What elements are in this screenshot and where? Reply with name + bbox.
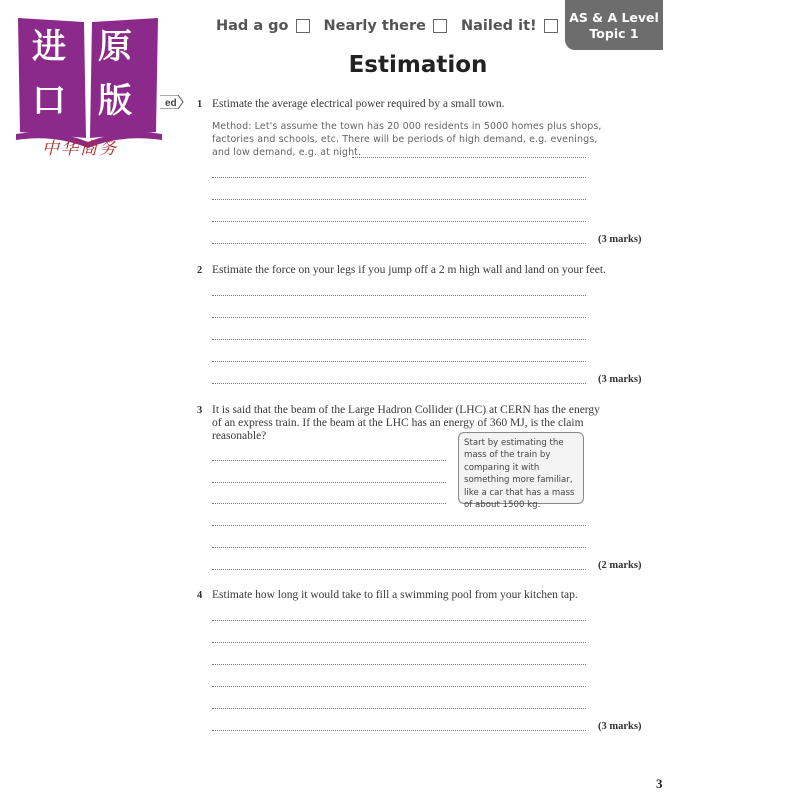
badge-level: AS & A Level [569, 10, 659, 25]
answer-line[interactable] [212, 361, 586, 362]
progress-had-a-go[interactable] [216, 18, 310, 34]
answer-line[interactable] [212, 664, 586, 665]
question-text: Estimate how long it would take to fill a swimming pool from your kitchen tap. [212, 589, 578, 601]
answer-line[interactable] [352, 157, 586, 158]
logo-subtitle: 中华商务 [42, 139, 118, 159]
answer-line[interactable] [212, 547, 586, 548]
question-text-line: It is said that the beam of the Large Hadron Collider (LHC) at CERN has the energy [212, 404, 600, 416]
checkbox-icon[interactable] [544, 19, 558, 33]
answer-line[interactable] [212, 177, 586, 178]
answer-line[interactable] [212, 642, 586, 643]
question-text: Estimate the force on your legs if you jump off a 2 m high wall and land on your feet. [212, 264, 606, 276]
answer-line[interactable] [212, 708, 586, 709]
answer-line[interactable] [212, 620, 586, 621]
page-title: Estimation [348, 52, 488, 78]
logo-char-3: 口 [32, 81, 66, 121]
logo-char-4: 版 [98, 81, 132, 121]
checkbox-icon[interactable] [296, 19, 310, 33]
hint-box: Start by estimating the mass of the train by comparing it with something more familiar, like a car that has a mass of about 1500 kg. [458, 432, 584, 504]
answer-line[interactable] [212, 686, 586, 687]
progress-label: Nailed it! [460, 18, 537, 34]
method-line: factories and schools, etc. There will be periods of high demand, e.g. evenings, [212, 134, 598, 145]
guided-label: ed [165, 98, 177, 109]
marks-label: (3 marks) [598, 374, 642, 385]
logo-char-2: 原 [98, 27, 132, 67]
answer-line[interactable] [212, 199, 586, 200]
answer-line[interactable] [212, 221, 586, 222]
method-line: Method: Let's assume the town has 20 000 residents in 5000 homes plus shops, [212, 121, 602, 132]
answer-line[interactable] [212, 503, 446, 504]
answer-line[interactable] [212, 295, 586, 296]
answer-line[interactable] [212, 317, 586, 318]
answer-line[interactable] [212, 730, 586, 731]
question-number: 1 [197, 99, 203, 110]
question-text: Estimate the average electrical power required by a small town. [212, 98, 505, 110]
answer-line[interactable] [212, 525, 586, 526]
question-number: 2 [197, 265, 203, 276]
answer-line[interactable] [212, 460, 446, 461]
progress-tracker [216, 18, 572, 34]
answer-line[interactable] [212, 383, 586, 384]
progress-nailed-it[interactable] [461, 18, 558, 34]
progress-label: Had a go [216, 18, 289, 34]
answer-line[interactable] [212, 482, 446, 483]
logo-char-1: 进 [32, 27, 66, 67]
marks-label: (3 marks) [598, 721, 642, 732]
question-number: 3 [197, 405, 203, 416]
marks-label: (3 marks) [598, 234, 642, 245]
question-text-line: of an express train. If the beam at the LHC has an energy of 360 MJ, is the claim [212, 417, 584, 429]
answer-line[interactable] [212, 243, 586, 244]
answer-line[interactable] [212, 569, 586, 570]
marks-label: (2 marks) [598, 560, 642, 571]
question-number: 4 [197, 590, 203, 601]
progress-label: Nearly there [323, 18, 426, 34]
checkbox-icon[interactable] [433, 19, 447, 33]
badge-topic: Topic 1 [589, 26, 639, 41]
question-text-line: reasonable? [212, 430, 267, 442]
progress-nearly-there[interactable] [324, 18, 447, 34]
topic-badge [565, 0, 663, 50]
answer-line[interactable] [212, 339, 586, 340]
page-number: 3 [656, 776, 663, 791]
method-line: and low demand, e.g. at night. [212, 147, 362, 158]
